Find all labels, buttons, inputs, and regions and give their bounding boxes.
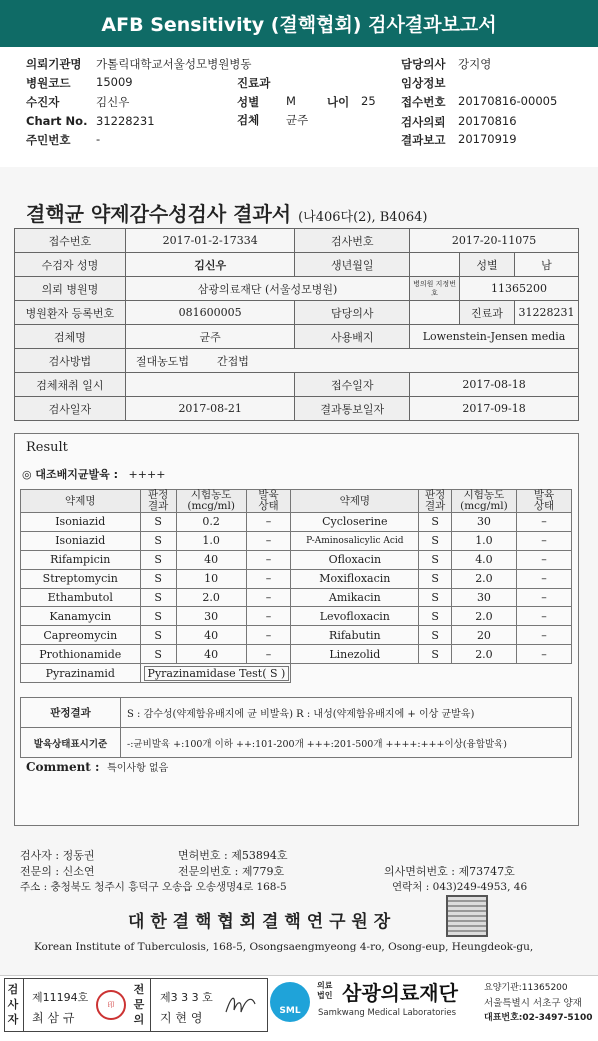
request-label: 검사의뢰 [401,115,446,129]
patient-label: 수진자 [26,95,60,109]
official-seal [446,895,488,937]
sheet-title-code: (나406다(2), B4064) [298,210,428,225]
clinical-label: 임상정보 [401,76,446,90]
method-absolute: 절대농도법 [135,354,190,368]
drug-growth: – [516,550,571,569]
cell-value: 31228231 [514,301,578,325]
drug-judge: S [419,645,452,664]
drug-conc: 40 [176,550,246,569]
patient-info-table [14,228,579,421]
cell-label: 검체채취 일시 [15,373,126,397]
header-cell: 약제명 [21,490,141,513]
drug-conc: 40 [176,626,246,645]
divider [150,978,151,1032]
drug-conc: 1.0 [176,531,246,550]
empty-cell [291,664,572,683]
cell-label: 접수번호 [15,229,126,253]
comment-text: 특이사항 없음 [107,763,169,774]
doctor-label: 담당의사 [401,57,446,71]
cell-label: 병원환자 등록번호 [15,301,126,325]
header-cell: 약제명 [291,490,419,513]
institution-label: 의뢰기관명 [26,57,82,71]
drug-conc: 2.0 [451,607,516,626]
cell-label: 검사번호 [295,229,410,253]
chart-label: Chart No. [26,114,88,128]
header-cell: 판정 결과 [140,490,176,513]
drug-name: Isoniazid [21,531,141,550]
specialist: 전문의 : 신소연 [20,865,95,878]
drug-conc: 30 [176,607,246,626]
cell-label: 의뢰 병원명 [15,277,126,301]
specialist-license: 전문의번호 : 제779호 [178,865,285,878]
drug-growth: – [246,531,291,550]
cell-label: 담당의사 [295,301,410,325]
drug-growth: – [516,513,571,532]
tester-license: 면허번호 : 제53894호 [178,849,288,862]
hospital-code-value: 15009 [96,75,133,89]
dept-label: 진료과 [237,76,271,90]
header-cell: 시험농도 (mcg/ml) [176,490,246,513]
cell-value: 삼광의료재단 (서울성모병원) [125,277,409,301]
drug-name: Cycloserine [291,513,419,532]
tester-seal: 印 [96,990,126,1020]
accession-value: 20170816-00005 [458,94,558,108]
result-label: Result [26,440,68,455]
cell-value: Lowenstein-Jensen media [410,325,579,349]
bottom-signature-bar [0,975,598,1041]
drug-growth: – [516,588,571,607]
drug-name: Isoniazid [21,513,141,532]
report-title-bar [0,0,598,47]
org-name: 삼광의료재단 [342,981,458,1005]
sex-value: M [286,94,296,108]
cell-value: 2017-01-2-17334 [125,229,295,253]
drug-judge: S [419,531,452,550]
pza-result [140,664,291,683]
drug-row [21,645,572,664]
rrn-value: - [96,132,101,146]
drug-name: Linezolid [291,645,419,664]
org-address: 서울특별시 서초구 양재 [484,998,582,1009]
cell-label: 진료과 [460,301,515,325]
organization-address-en: Korean Institute of Tuberculosis, 168-5, Osongsaengmyeong 4-ro, Osong-eup, Heungdeok-gu, [34,941,534,953]
institution-code: 요양기관:11365200 [484,983,568,993]
drug-conc: 30 [451,513,516,532]
doctor-license: 의사면허번호 : 제73747호 [384,865,515,878]
header-cell: 발육 상태 [246,490,291,513]
drug-judge: S [140,550,176,569]
drug-row [21,550,572,569]
drug-growth: – [246,550,291,569]
drug-conc: 0.2 [176,513,246,532]
drug-row [21,588,572,607]
cell-value: 남 [514,253,578,277]
specialist-number: 제3 3 3 호 [160,991,213,1004]
drug-growth: – [516,531,571,550]
tester-number: 제11194호 [32,991,89,1004]
drug-row [21,626,572,645]
cell-value [125,349,578,373]
drug-name: Ethambutol [21,588,141,607]
drug-judge: S [419,607,452,626]
drug-growth: – [516,607,571,626]
drug-judge: S [140,531,176,550]
header-cell: 시험농도 (mcg/ml) [451,490,516,513]
drug-conc: 40 [176,645,246,664]
tester: 검사자 : 정동권 [20,849,95,862]
drug-row [21,513,572,532]
institution-value: 가톨릭대학교서울성모병원병동 [96,57,252,71]
pza-name: Pyrazinamid [21,664,141,683]
drug-judge: S [140,645,176,664]
drug-judge: S [419,550,452,569]
org-phone: 대표번호:02-3497-5100 [484,1013,593,1023]
org-name-en: Samkwang Medical Laboratories [318,1008,457,1018]
header-cell: 판정 결과 [419,490,452,513]
drug-judge: S [140,588,176,607]
judge-text: S : 감수성(약제함유배지에 균 비발육) R : 내성(약제함유배지에 + 이상 균발육) [121,698,572,728]
cell-label: 검사방법 [15,349,126,373]
drug-conc: 2.0 [451,569,516,588]
drug-judge: S [140,626,176,645]
cell-label: 사용배지 [295,325,410,349]
drug-growth: – [246,645,291,664]
request-value: 20170816 [458,114,517,128]
drug-growth: – [516,569,571,588]
sml-text: SML [279,1006,301,1016]
request-info [0,47,598,167]
drug-conc: 2.0 [451,645,516,664]
org-type: 의료법인 [317,981,333,1000]
drug-name: P-Aminosalicylic Acid [291,531,419,550]
drug-name: Levofloxacin [291,607,419,626]
cell-value [410,253,460,277]
signature-scribble [222,990,258,1020]
drug-growth: – [516,645,571,664]
result-sheet-title [26,198,427,227]
specialist-vertical-label: 전문의 [133,983,145,1026]
pza-result-text: Pyrazinamidase Test( S ) [144,666,290,681]
legend-table [20,697,572,758]
hospital-code-label: 병원코드 [26,76,71,90]
address: 주소 : 충청북도 청주시 흥덕구 오송읍 오송생명4로 168-5 [20,881,287,893]
drug-judge: S [419,513,452,532]
drug-name: Moxifloxacin [291,569,419,588]
drug-row [21,531,572,550]
cell-label: 수검자 성명 [15,253,126,277]
drug-name: Capreomycin [21,626,141,645]
drug-judge: S [419,588,452,607]
pza-row [21,664,572,683]
age-value: 25 [361,94,376,108]
patient-value: 김신우 [96,95,130,109]
drug-name: Kanamycin [21,607,141,626]
drug-name: Prothionamide [21,645,141,664]
drug-name: Amikacin [291,588,419,607]
sex-label: 성별 [237,95,260,109]
drug-conc: 4.0 [451,550,516,569]
cell-label: 검체명 [15,325,126,349]
drug-judge: S [140,569,176,588]
drug-growth: – [246,588,291,607]
growth-std-label: 발육상태표시기준 [21,728,121,758]
cell-label: 생년월일 [295,253,410,277]
cell-value: 김신우 [125,253,295,277]
rrn-label: 주민번호 [26,133,71,147]
drug-name: Streptomycin [21,569,141,588]
specimen-value: 균주 [286,113,309,127]
drug-conc: 1.0 [451,531,516,550]
drug-table-header [21,490,572,513]
tester-name: 최 삼 규 [32,1011,75,1025]
cell-label: 결과통보일자 [295,397,410,421]
drug-result-table [20,489,572,683]
growth-std-text: -:균비발육 +:100개 이하 ++:101-200개 +++:201-500개 ++++:+++이상(융합발육) [121,728,572,758]
cell-value: 2017-08-18 [410,373,579,397]
drug-judge: S [419,569,452,588]
drug-name: Rifampicin [21,550,141,569]
drug-name: Rifabutin [291,626,419,645]
drug-judge: S [140,513,176,532]
comment-label: Comment : [26,760,100,774]
cell-label: 접수일자 [295,373,410,397]
drug-growth: – [246,626,291,645]
cell-value [125,373,295,397]
tester-vertical-label: 검사자 [7,983,19,1026]
sml-logo [270,982,310,1022]
doctor-value: 강지영 [458,57,492,71]
cell-value [410,301,460,325]
cell-value: 2017-08-21 [125,397,295,421]
cell-label: 병의원 지정번호 [410,277,460,301]
cell-value: 2017-09-18 [410,397,579,421]
accession-label: 접수번호 [401,95,446,109]
chart-value: 31228231 [96,114,155,128]
drug-conc: 2.0 [176,588,246,607]
report-label: 결과보고 [401,133,446,147]
drug-growth: – [246,513,291,532]
organization-name: 대 한 결 핵 협 회 결 핵 연 구 원 장 [128,912,391,932]
specialist-name: 지 현 영 [160,1011,203,1025]
cell-value: 11365200 [460,277,579,301]
cell-label: 검사일자 [15,397,126,421]
specimen-label: 검체 [237,113,260,127]
drug-row [21,569,572,588]
drug-judge: S [419,626,452,645]
drug-row [21,607,572,626]
drug-conc: 20 [451,626,516,645]
drug-name: Ofloxacin [291,550,419,569]
cell-label: 성별 [460,253,515,277]
cell-value: 균주 [125,325,295,349]
report-value: 20170919 [458,132,517,146]
drug-conc: 30 [451,588,516,607]
report-title: AFB Sensitivity (결핵협회) 검사결과보고서 [101,14,497,36]
drug-growth: – [516,626,571,645]
drug-judge: S [140,607,176,626]
contact: 연락처 : 043)249-4953, 46 [392,881,528,893]
cell-value: 081600005 [125,301,295,325]
header-cell: 발육 상태 [516,490,571,513]
drug-growth: – [246,607,291,626]
cell-value: 2017-20-11075 [410,229,579,253]
divider [23,978,24,1032]
drug-conc: 10 [176,569,246,588]
growth-value: ++++ [128,468,166,481]
growth-label: ◎ 대조배지균발육 : [22,468,119,481]
judge-label: 판정결과 [21,698,121,728]
sheet-title-text: 결핵균 약제감수성검사 결과서 [26,202,292,226]
age-label: 나이 [327,95,350,109]
method-indirect: 간접법 [217,354,249,368]
drug-growth: – [246,569,291,588]
